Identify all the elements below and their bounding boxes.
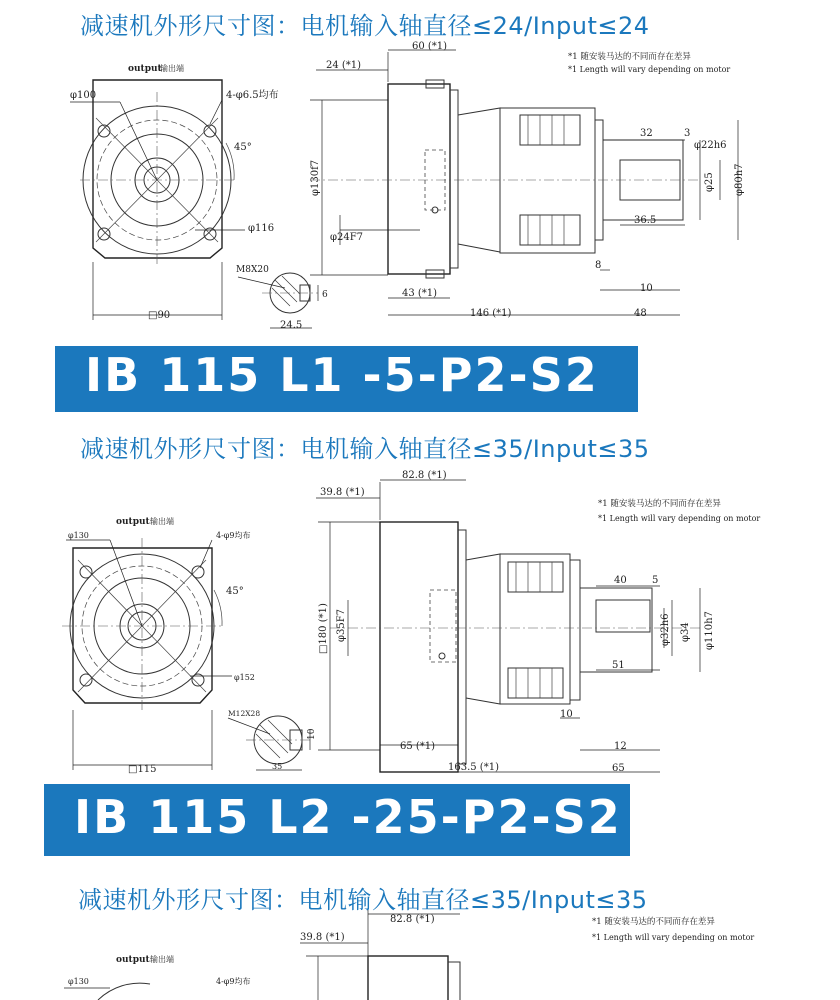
dim-5: 5 [652, 575, 659, 586]
drawing-section-2 [0, 420, 840, 860]
front-view [70, 80, 245, 320]
section-heading: 减速机外形尺寸图：电机输入轴直径≤35/Input≤35 [80, 435, 650, 463]
drawing-section-3 [0, 860, 840, 1000]
note-en: *1 Length will vary depending on motor [592, 933, 755, 942]
dim-square: □90 [148, 310, 171, 321]
key-section [228, 716, 312, 770]
model-code: IB 115 L1 -5-P2-S2 [85, 348, 599, 402]
dim-angle: 45° [226, 586, 244, 597]
dim-110: φ110h7 [704, 611, 715, 650]
dim-32: 32 [640, 128, 653, 139]
section-heading: 减速机外形尺寸图：电机输入轴直径≤24/Input≤24 [80, 12, 650, 40]
dim-angle: 45° [234, 142, 252, 153]
dim-32: φ32h6 [660, 613, 671, 646]
dim-pcd-outer: φ152 [234, 673, 255, 682]
dim-43: 43 (*1) [402, 288, 438, 299]
dim-80: φ80h7 [734, 163, 745, 196]
dim-39: 39.8 (*1) [320, 487, 365, 498]
dim-65b: 65 [612, 763, 625, 774]
dim-pcd-inner: φ100 [70, 90, 97, 101]
output-label: output [128, 64, 162, 74]
drawing-section-1 [0, 0, 840, 420]
dim-48: 48 [634, 308, 647, 319]
dim-3: 3 [684, 128, 691, 139]
output-label-cn: 输出端 [150, 955, 174, 964]
section-heading: 减速机外形尺寸图：电机输入轴直径≤35/Input≤35 [78, 886, 648, 914]
dim-10: 10 [640, 283, 653, 294]
technical-drawing-3 [0, 860, 840, 1000]
dim-22: φ22h6 [694, 140, 727, 151]
dim-24: 24 (*1) [326, 60, 362, 71]
output-label-cn: 输出端 [160, 64, 184, 73]
key-section [238, 273, 318, 328]
dim-8: 8 [595, 260, 602, 271]
dim-10: 10 [560, 709, 573, 720]
dim-key-width: 6 [322, 290, 328, 300]
model-code: IB 115 L2 -25-P2-S2 [74, 790, 622, 844]
dim-holes: 4-φ9均布 [216, 977, 251, 986]
dim-square: □115 [128, 764, 157, 775]
dim-12: 12 [614, 741, 627, 752]
dim-34: φ34 [680, 622, 691, 642]
dim-pcd-outer: φ116 [248, 223, 275, 234]
dim-60: 60 (*1) [412, 41, 448, 52]
note-cn: *1 随安装马达的不同而存在差异 [568, 52, 691, 62]
dim-82: 82.8 (*1) [402, 470, 447, 481]
output-label: output [116, 955, 150, 965]
note-cn: *1 随安装马达的不同而存在差异 [598, 499, 721, 509]
dim-130: φ130f7 [310, 159, 321, 196]
output-label-cn: 输出端 [150, 517, 174, 526]
dim-65: 65 (*1) [400, 741, 436, 752]
side-view [310, 50, 738, 315]
dim-36: 36.5 [634, 215, 657, 226]
dim-82: 82.8 (*1) [390, 914, 435, 925]
dim-180: □180 (*1) [318, 603, 329, 654]
dim-25: φ25 [704, 172, 715, 192]
note-cn: *1 随安装马达的不同而存在差异 [592, 917, 715, 927]
dim-holes: 4-φ6.5均布 [226, 90, 279, 101]
dim-thread: M12X28 [228, 709, 261, 718]
dim-163: 163.5 (*1) [448, 762, 499, 773]
dim-pcd-inner: φ130 [68, 977, 89, 986]
dim-39: 39.8 (*1) [300, 932, 345, 943]
dim-40: 40 [614, 575, 627, 586]
side-view [316, 480, 700, 772]
dim-key-depth: 35 [272, 762, 283, 771]
dim-35: φ35F7 [336, 608, 347, 642]
model-banner [55, 346, 638, 412]
front-view [62, 538, 232, 770]
dim-thread: M8X20 [236, 265, 269, 275]
dim-key-width: 10 [307, 728, 317, 740]
dim-24f7: φ24F7 [330, 232, 364, 243]
dim-holes: 4-φ9均布 [216, 531, 251, 540]
dim-51: 51 [612, 660, 625, 671]
note-en: *1 Length will vary depending on motor [598, 514, 761, 523]
model-banner [44, 784, 630, 856]
note-en: *1 Length will vary depending on motor [568, 65, 731, 74]
dim-pcd-inner: φ130 [68, 531, 89, 540]
dim-146: 146 (*1) [470, 308, 512, 319]
output-label: output [116, 517, 150, 527]
dim-key-depth: 24.5 [280, 320, 303, 331]
